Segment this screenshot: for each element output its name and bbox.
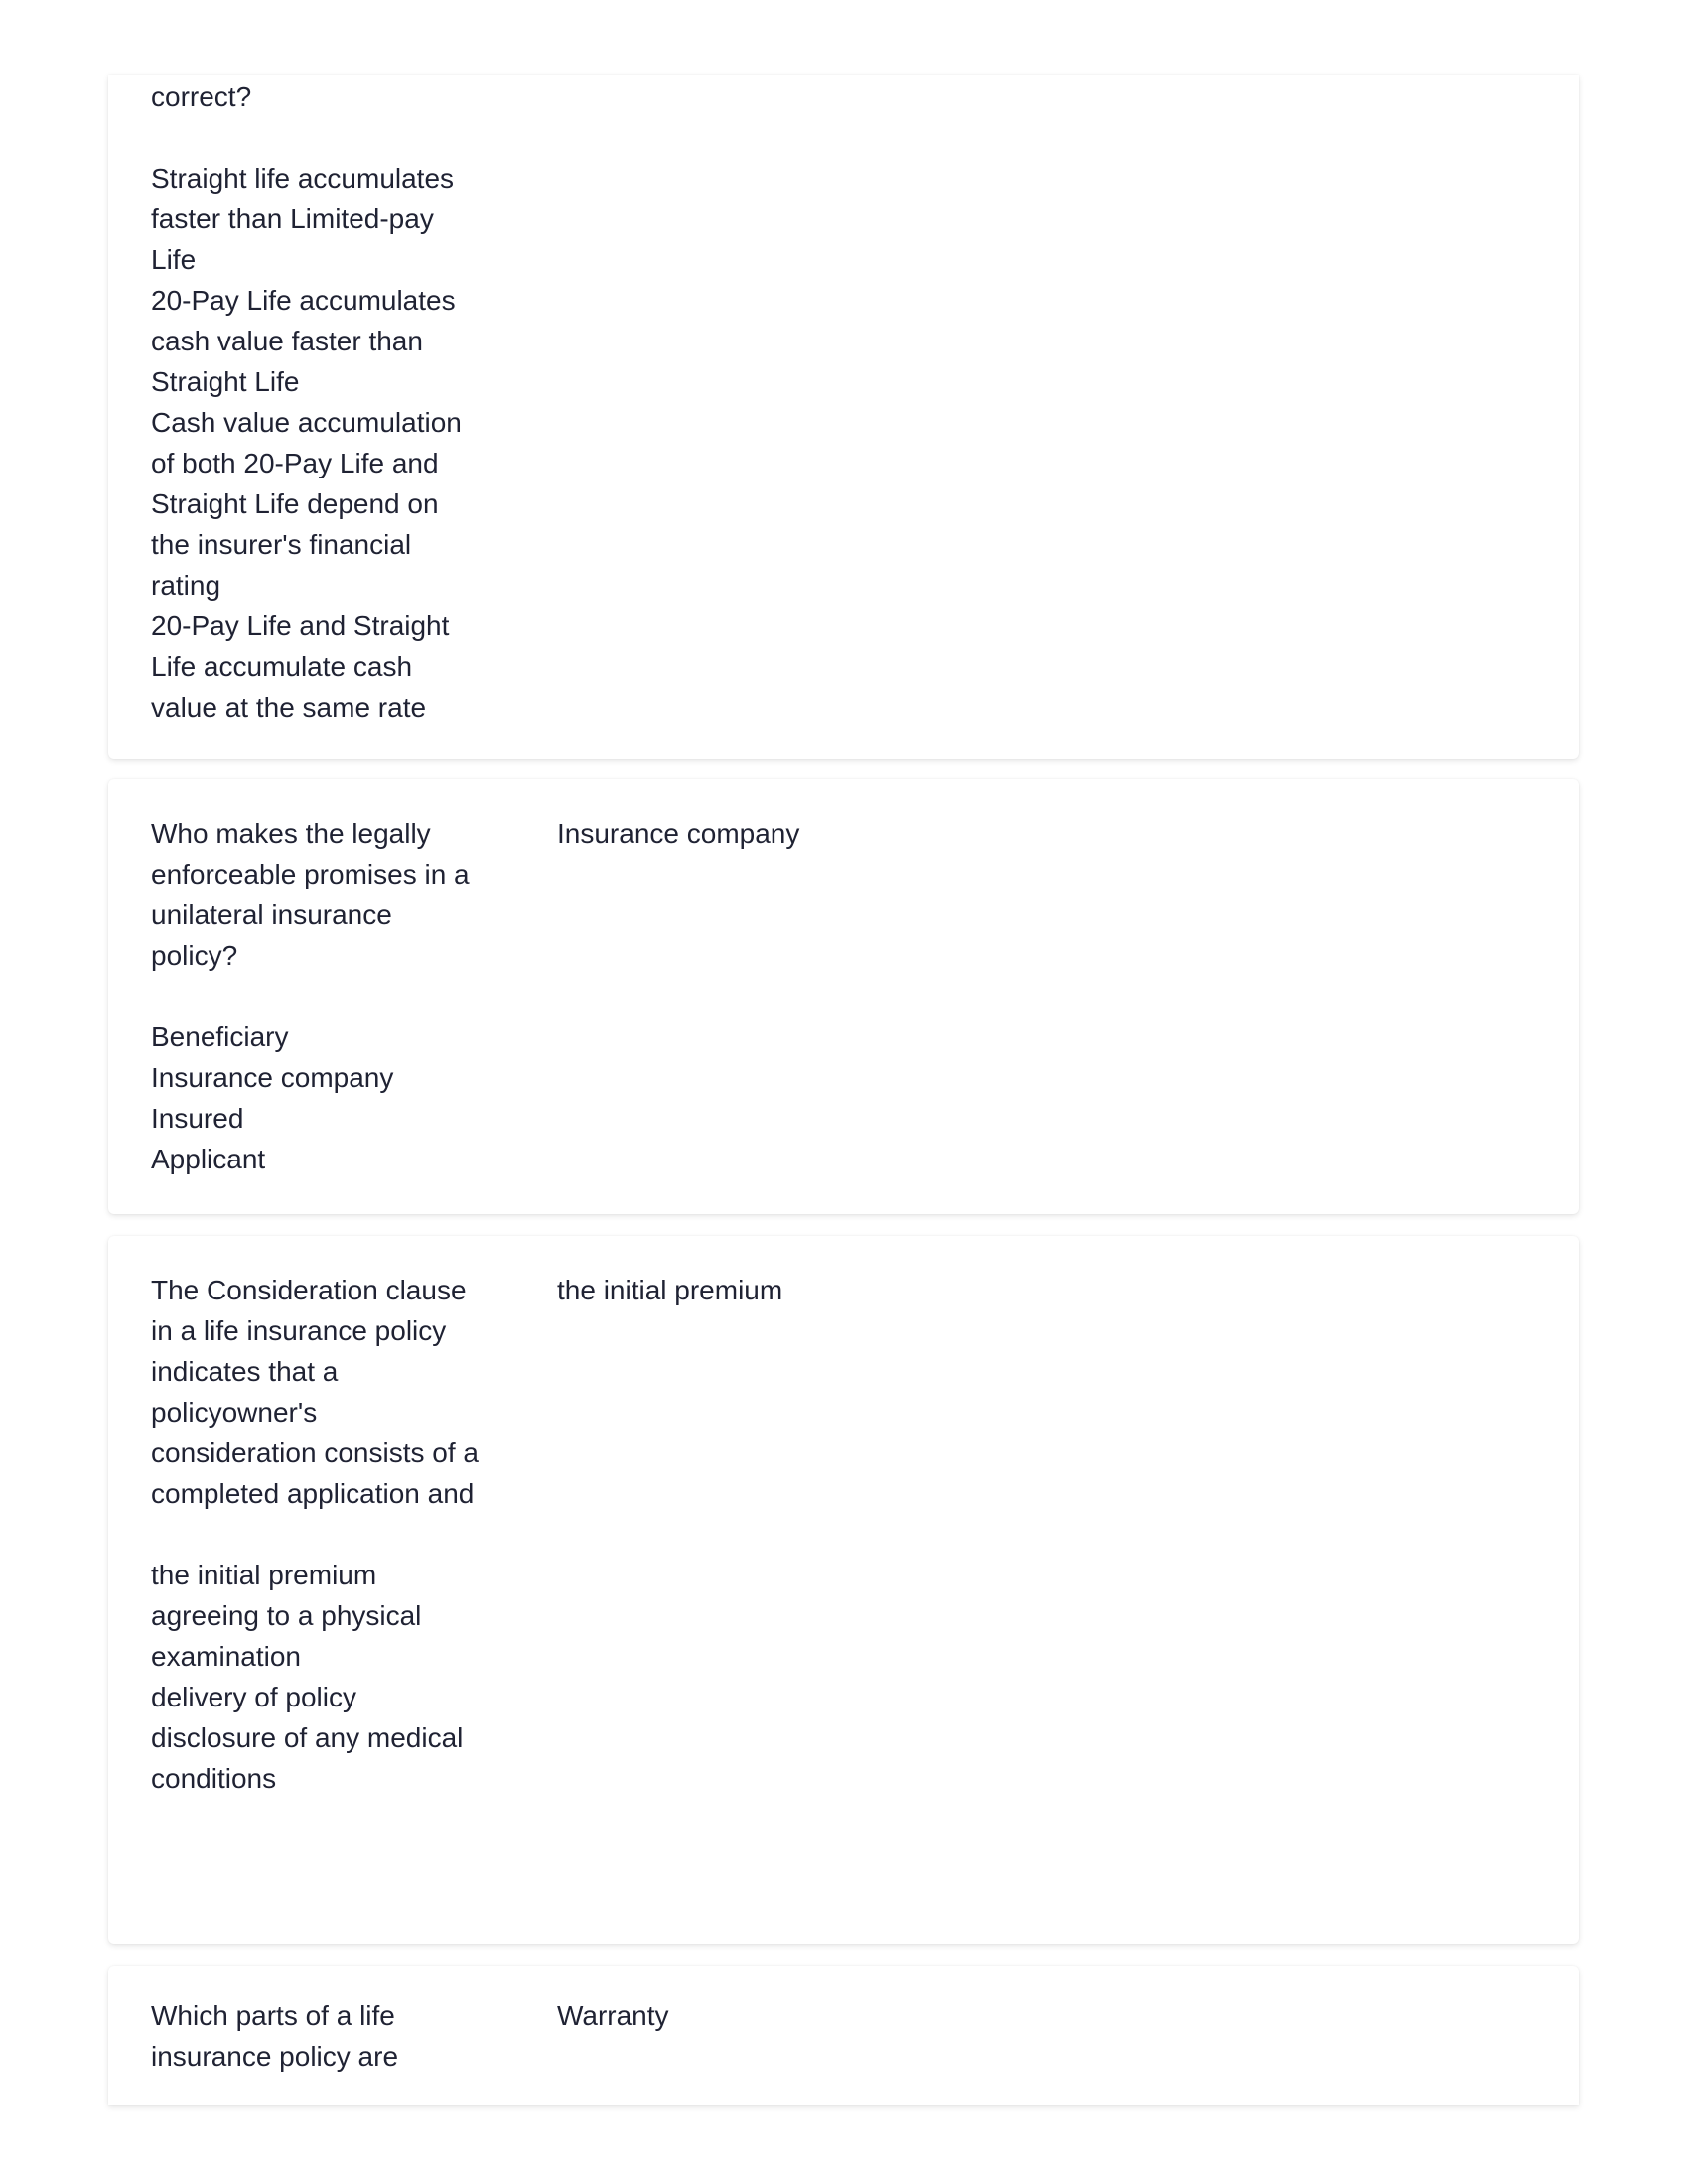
options-list — [151, 158, 479, 728]
question-text: Who makes the legally enforceable promises in a unilateral insurance policy? — [151, 818, 470, 971]
option: Cash value accumulation of both 20-Pay Life and Straight Life depend on the insurer's financial rating — [151, 407, 462, 601]
option: disclosure of any medical conditions — [151, 1722, 464, 1794]
option: Insured — [151, 1103, 244, 1134]
question-text: The Consideration clause in a life insurance policy indicates that a policyowner's consideration consists of a completed application and — [151, 1275, 479, 1509]
flashcard — [108, 1966, 1579, 2105]
flashcard — [108, 779, 1579, 1214]
option: Straight life accumulates faster than Limited-pay Life — [151, 163, 455, 275]
option: 20-Pay Life accumulates cash value faster than Straight Life — [151, 285, 456, 397]
option: 20-Pay Life and Straight Life accumulate cash value at the same rate — [151, 611, 450, 723]
flashcard — [108, 1236, 1579, 1944]
question-column — [151, 813, 479, 1179]
option: the initial premium — [151, 1560, 377, 1590]
options-list — [151, 1555, 479, 1799]
question-text: Which parts of a life insurance policy are — [151, 2000, 399, 2072]
flashcard-list — [0, 75, 1688, 2105]
question-text: correct? — [151, 81, 252, 112]
answer-text: Insurance company — [557, 818, 800, 849]
option: Insurance company — [151, 1062, 394, 1093]
option: Applicant — [151, 1144, 266, 1174]
question-column — [151, 1995, 479, 2077]
question-column — [151, 76, 479, 728]
option: Beneficiary — [151, 1022, 289, 1052]
question-column — [151, 1270, 479, 1799]
flashcard — [108, 75, 1579, 759]
answer-text: Warranty — [557, 2000, 669, 2031]
options-list — [151, 1017, 479, 1179]
answer-text: the initial premium — [557, 1275, 783, 1305]
option: delivery of policy — [151, 1682, 356, 1712]
option: agreeing to a physical examination — [151, 1600, 422, 1672]
